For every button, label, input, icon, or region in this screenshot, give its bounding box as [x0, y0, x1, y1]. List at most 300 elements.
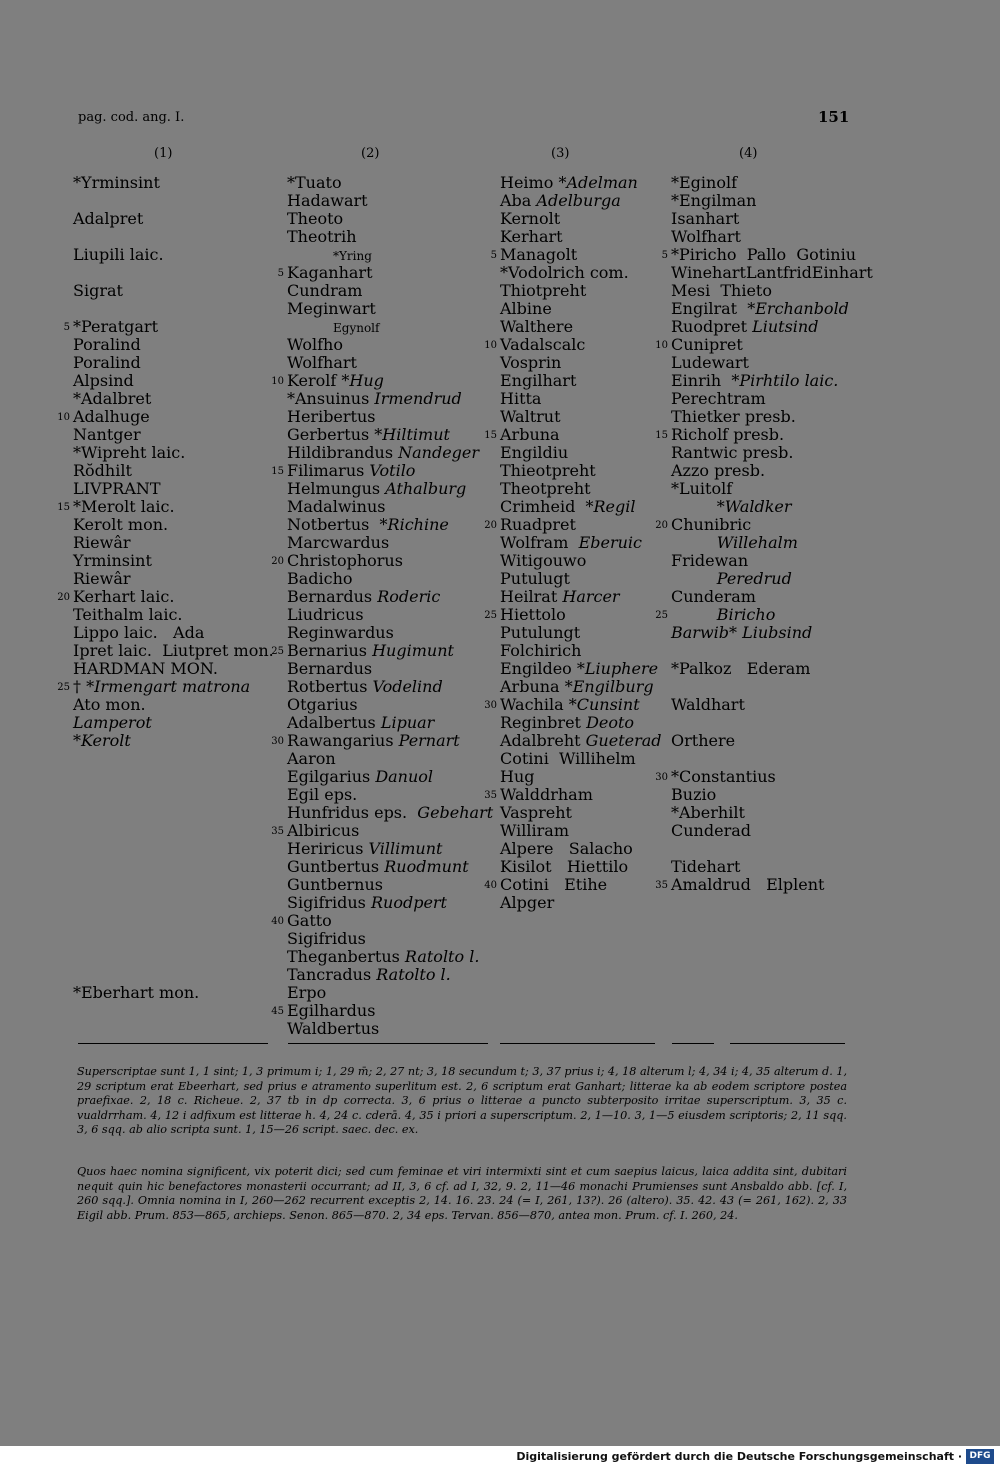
- name-entry: [500, 714, 662, 732]
- name-entry: [277, 263, 493, 282]
- name-entry: [287, 1020, 493, 1038]
- italic-name: Ratolto l.: [404, 947, 480, 966]
- name-text: Folchirich: [500, 641, 582, 660]
- name-text: Kerolf: [287, 371, 342, 390]
- name-entry: [271, 371, 493, 390]
- name-text: Reginwardus: [287, 623, 394, 642]
- name-column-2: [271, 173, 494, 1038]
- line-number: 10: [271, 376, 284, 387]
- name-text: Sigifridus: [287, 929, 366, 948]
- name-entry: [671, 174, 873, 192]
- name-entry: [73, 570, 274, 588]
- dfg-logo: DFG: [966, 1449, 994, 1464]
- name-text: Ruadpret: [500, 515, 576, 534]
- name-text: Putulugt: [500, 569, 570, 588]
- name-entry: [73, 768, 274, 786]
- name-entry: [671, 354, 873, 372]
- name-text: Ipret laic. Liutpret mon.: [73, 641, 274, 660]
- name-text: Adalbertus: [287, 713, 381, 732]
- name-entry: [73, 336, 274, 354]
- name-text: Notbertus: [287, 515, 380, 534]
- name-entry: [287, 570, 493, 588]
- name-entry: [671, 786, 873, 804]
- name-text: Hitta: [500, 389, 542, 408]
- italic-name: *Irmengart matrona: [86, 677, 251, 696]
- italic-name: Willehalm: [716, 533, 798, 552]
- name-entry: [73, 228, 274, 246]
- name-entry: [271, 461, 493, 480]
- name-text: Heriricus: [287, 839, 369, 858]
- name-entry: [287, 426, 493, 444]
- name-entry: [500, 804, 662, 822]
- name-entry: [500, 372, 662, 390]
- name-text: Madalwinus: [287, 497, 386, 516]
- name-entry: [73, 354, 274, 372]
- name-entry: [287, 336, 493, 354]
- name-text: Egil eps.: [287, 785, 358, 804]
- line-number: 20: [484, 520, 497, 531]
- name-text: Alpere Salacho: [500, 839, 633, 858]
- name-text: Sigifridus: [287, 893, 371, 912]
- name-entry: [500, 282, 662, 300]
- line-number: 35: [271, 826, 284, 837]
- name-entry: [671, 534, 873, 552]
- name-entry: [271, 911, 493, 930]
- name-entry: [73, 282, 274, 300]
- name-entry: [73, 480, 274, 498]
- name-entry: [287, 966, 493, 984]
- name-entry: [73, 390, 274, 408]
- name-text: Adalbreht: [500, 731, 586, 750]
- name-entry: [500, 894, 662, 912]
- name-text: †: [73, 677, 87, 696]
- name-entry: [287, 498, 493, 516]
- name-entry: [287, 354, 493, 372]
- name-text: Cundram: [287, 281, 363, 300]
- name-text: Theotpreht: [500, 479, 591, 498]
- name-text: Christophorus: [287, 551, 403, 570]
- name-entry: [73, 732, 274, 750]
- name-text: Kisilot Hiettilo: [500, 857, 629, 876]
- name-text: *Piricho Pallo Gotiniu: [671, 245, 857, 264]
- line-number: 15: [484, 430, 497, 441]
- name-text: Gatto: [287, 911, 332, 930]
- name-entry: [287, 300, 493, 318]
- name-text: Perechtram: [671, 389, 766, 408]
- name-text: Azzo presb.: [671, 461, 766, 480]
- name-text: Einrih: [671, 371, 732, 390]
- name-entry: [73, 750, 274, 768]
- line-number: 5: [63, 322, 70, 333]
- name-entry: [500, 750, 662, 768]
- name-text: Liudricus: [287, 605, 364, 624]
- line-number: 10: [57, 412, 70, 423]
- name-text: Fridewan: [671, 551, 749, 570]
- line-number: 10: [484, 340, 497, 351]
- name-text: Mesi Thieto: [671, 281, 772, 300]
- name-entry: [671, 624, 873, 642]
- name-text: Theganbertus: [287, 947, 405, 966]
- name-entry: [287, 606, 493, 624]
- line-number: 20: [271, 556, 284, 567]
- footnote-rule: [730, 1043, 845, 1044]
- name-entry: [73, 246, 274, 264]
- name-entry: [484, 605, 662, 624]
- italic-name: *Kerolt: [73, 731, 131, 750]
- name-text: Arbuna: [500, 425, 560, 444]
- name-text: Buzio: [671, 785, 717, 804]
- name-column-1: [57, 173, 274, 1002]
- italic-name: *Waldker: [716, 497, 792, 516]
- italic-name: *Hiltimut: [374, 425, 450, 444]
- name-entry: [500, 732, 662, 750]
- name-entry: [500, 660, 662, 678]
- name-entry: [655, 515, 873, 534]
- name-text: Cunderad: [671, 821, 751, 840]
- name-entry: [287, 444, 493, 462]
- name-text: LIVPRANT: [73, 479, 161, 498]
- name-text: Ruodpret: [671, 317, 753, 336]
- name-text: Aba: [500, 191, 537, 210]
- name-text: Otgarius: [287, 695, 358, 714]
- line-number: 25: [271, 646, 284, 657]
- name-entry: [73, 894, 274, 912]
- line-number: 20: [57, 592, 70, 603]
- name-text: Riewâr: [73, 533, 131, 552]
- name-entry: [73, 966, 274, 984]
- line-number: 25: [655, 610, 668, 621]
- name-text: Teithalm laic.: [73, 605, 183, 624]
- name-text: Waltrut: [500, 407, 561, 426]
- name-entry: [655, 875, 873, 894]
- name-entry: [73, 462, 274, 480]
- name-entry: [271, 1001, 493, 1020]
- name-text: Adalpret: [73, 209, 144, 228]
- name-entry: [655, 605, 873, 624]
- name-entry: [671, 732, 873, 750]
- line-number: 5: [277, 268, 284, 279]
- name-text: [671, 569, 717, 588]
- name-entry: [73, 948, 274, 966]
- name-entry: [287, 948, 493, 966]
- name-entry: [287, 840, 493, 858]
- name-text: Albine: [500, 299, 552, 318]
- name-entry: [500, 498, 662, 516]
- name-entry: [500, 228, 662, 246]
- name-text: Helmungus: [287, 479, 386, 498]
- line-number: 5: [661, 250, 668, 261]
- name-entry: [73, 696, 274, 714]
- name-text: Nantger: [73, 425, 141, 444]
- name-text: Engildiu: [500, 443, 569, 462]
- name-text: Alpsind: [73, 371, 134, 390]
- funding-credit: Digitalisierung gefördert durch die Deutsche Forschungsgemeinschaft ·: [516, 1450, 962, 1463]
- name-text: Walddrham: [500, 785, 593, 804]
- name-entry: [73, 192, 274, 210]
- italic-name: Votilo: [369, 461, 416, 480]
- name-entry: [287, 894, 493, 912]
- name-text: Orthere: [671, 731, 736, 750]
- italic-name: Gebehart: [417, 803, 494, 822]
- name-entry: [671, 318, 873, 336]
- name-entry: [661, 245, 873, 264]
- name-entry: [671, 408, 873, 426]
- name-entry: [500, 534, 662, 552]
- name-text: Sigrat: [73, 281, 123, 300]
- name-entry: [484, 425, 662, 444]
- name-entry: [287, 984, 493, 1002]
- italic-name: *Richine: [379, 515, 449, 534]
- italic-name: *Cunsint: [568, 695, 640, 714]
- name-text: Crimheid: [500, 497, 586, 516]
- name-text: Yrminsint: [73, 551, 152, 570]
- name-text: Witigouwo: [500, 551, 587, 570]
- column-number-2: (2): [361, 146, 380, 161]
- running-header: pag. cod. ang. I.: [78, 110, 185, 125]
- name-text: Meginwart: [287, 299, 376, 318]
- name-text: Hadawart: [287, 191, 368, 210]
- line-number: 25: [484, 610, 497, 621]
- footnote-rule: [672, 1043, 714, 1044]
- name-entry: [73, 516, 274, 534]
- name-entry: [287, 678, 493, 696]
- name-entry: [73, 174, 274, 192]
- name-text: Engildeo: [500, 659, 577, 678]
- name-text: Ludewart: [671, 353, 749, 372]
- name-entry: [500, 858, 662, 876]
- name-text: Poralind: [73, 353, 141, 372]
- name-entry: [73, 624, 274, 642]
- name-text: *Vodolrich com.: [500, 263, 629, 282]
- name-entry: [271, 821, 493, 840]
- name-text: *Constantius: [671, 767, 776, 786]
- name-entry: [287, 210, 493, 228]
- name-entry: [73, 300, 274, 318]
- name-entry: [500, 264, 662, 282]
- name-entry: [287, 318, 493, 336]
- name-text: Vosprin: [500, 353, 562, 372]
- name-text: *Yrminsint: [73, 173, 160, 192]
- name-text: Tidehart: [671, 857, 741, 876]
- italic-name: Ruodpert: [370, 893, 447, 912]
- name-entry: [287, 750, 493, 768]
- name-text: Putulungt: [500, 623, 581, 642]
- italic-name: Adelburga: [536, 191, 621, 210]
- name-entry: [500, 354, 662, 372]
- italic-name: *Regil: [585, 497, 636, 516]
- line-number: 25: [57, 682, 70, 693]
- name-entry: [57, 407, 274, 426]
- name-entry: [671, 210, 873, 228]
- name-entry: [671, 228, 873, 246]
- name-entry: [271, 641, 493, 660]
- italic-name: *Engilburg: [564, 677, 654, 696]
- name-entry: [671, 552, 873, 570]
- name-text: *Aberhilt: [671, 803, 745, 822]
- name-text: *Tuato: [287, 173, 342, 192]
- name-entry: [73, 912, 274, 930]
- name-text: [671, 605, 717, 624]
- italic-name: Danuol: [375, 767, 434, 786]
- name-text: Ato mon.: [73, 695, 146, 714]
- name-entry: [287, 408, 493, 426]
- name-text: Bernardus: [287, 659, 373, 678]
- name-text: Rŏdhilt: [73, 461, 132, 480]
- name-text: Albiricus: [287, 821, 360, 840]
- name-text: Thietker presb.: [671, 407, 796, 426]
- italic-name: Barwib* Liubsind: [671, 623, 813, 642]
- name-entry: [287, 714, 493, 732]
- name-entry: [500, 444, 662, 462]
- commentary-notes: Quos haec nomina significent, vix poterit dici; sed cum feminae et viri intermixti sint et cum saepius laicus, laica addita sint, dubitari nequit quin hic benefactores monasterii occurrant; ad II, 3, 6 cf. ad I, 32, 9. 2, 11—46 monachi Prumienses sunt Ansbaldo abb. [cf. I, 260 sqq.]. Omnia nomina in I, 260—262 recurrent exceptis 2, 14. 16. 23. 24 (= I, 261, 13?). 26 (altero). 35. 42. 43 (= 261, 162). 2, 33 Eigil abb. Prum. 853—865, archieps. Senon. 865—870. 2, 34 eps. Tervan. 856—870, antea mon. Prum. cf. I. 260, 24.: [77, 1165, 847, 1222]
- line-number: 40: [271, 916, 284, 927]
- name-text: Hunfridus eps.: [287, 803, 418, 822]
- line-number: 20: [655, 520, 668, 531]
- name-entry: [500, 624, 662, 642]
- name-text: Badicho: [287, 569, 353, 588]
- name-entry: [73, 264, 274, 282]
- name-text: Cotini Willihelm: [500, 749, 636, 768]
- name-entry: [500, 480, 662, 498]
- name-text: Liupili laic.: [73, 245, 164, 264]
- name-text: Wolfhart: [287, 353, 357, 372]
- name-entry: [655, 335, 873, 354]
- italic-name: *Erchanbold: [747, 299, 849, 318]
- name-text: Heimo: [500, 173, 559, 192]
- name-text: Managolt: [500, 245, 578, 264]
- apparatus-notes: Superscriptae sunt 1, 1 sint; 1, 3 primum i; 1, 29 m̄; 2, 27 nt; 3, 18 secundum t; 3, 37 prius i; 4, 18 alterum l; 4, 34 i; 4, 35 alterum d. 1, 29 scriptum erat Ebeerhart, sed prius e atramento superlitum est. 2, 6 scriptum erat Ganhart; litterae ka ab eodem scriptore postea praefixae. 2, 18 c. Richeue. 2, 37 tb in dp correcta. 3, 6 prius o litterae a puncto subterposito irritae superscriptum. 3, 35 c. vualdrrham. 4, 12 i adfixum est litterae h. 4, 24 c. cderā. 4, 35 i priori a superscriptum. 2, 1—10. 3, 1—5 eiusdem scriptoris; 2, 11 sqq. 3, 6 sqq. ab alio scripta sunt. 1, 15—26 script. saec. dec. ex.: [77, 1065, 847, 1137]
- name-text: Vaspreht: [500, 803, 572, 822]
- name-entry: [287, 876, 493, 894]
- name-text: *Adalbret: [73, 389, 152, 408]
- italic-name: Ratolto l.: [376, 965, 451, 984]
- name-text: Wolfhart: [671, 227, 741, 246]
- name-text: Thiotpreht: [500, 281, 587, 300]
- name-entry: [57, 587, 274, 606]
- name-entry: [671, 588, 873, 606]
- name-entry: [500, 174, 662, 192]
- italic-name: Athalburg: [385, 479, 467, 498]
- name-text: Adalhuge: [73, 407, 150, 426]
- name-entry: [500, 462, 662, 480]
- line-number: 15: [655, 430, 668, 441]
- name-entry: [500, 570, 662, 588]
- name-entry: [287, 516, 493, 534]
- italic-name: Gueterad: [585, 731, 662, 750]
- name-entry: [671, 678, 873, 696]
- name-text: *Engilman: [671, 191, 757, 210]
- name-text: Riewâr: [73, 569, 131, 588]
- name-entry: [671, 498, 873, 516]
- name-entry: [287, 768, 493, 786]
- name-entry: [484, 785, 662, 804]
- name-entry: [287, 696, 493, 714]
- name-entry: [73, 930, 274, 948]
- name-entry: [73, 552, 274, 570]
- italic-name: Deoto: [586, 713, 635, 732]
- name-entry: [500, 642, 662, 660]
- name-text: Wolfho: [287, 335, 343, 354]
- name-text: Poralind: [73, 335, 141, 354]
- name-entry: [671, 822, 873, 840]
- name-text: Lippo laic. Ada: [73, 623, 205, 642]
- italic-name: *Pirhtilo laic.: [731, 371, 839, 390]
- name-text: Rantwic presb.: [671, 443, 794, 462]
- name-entry: [671, 372, 873, 390]
- line-number: 40: [484, 880, 497, 891]
- line-number: 15: [271, 466, 284, 477]
- page-number: 151: [818, 108, 850, 126]
- line-number: 15: [57, 502, 70, 513]
- name-entry: [73, 372, 274, 390]
- italic-name: Harcer: [562, 587, 620, 606]
- name-text: Theoto: [287, 209, 344, 228]
- name-text: *Luitolf: [671, 479, 733, 498]
- name-entry: [73, 606, 274, 624]
- name-entry: [671, 696, 873, 714]
- italic-name: *Adelman: [558, 173, 638, 192]
- name-text: Gerbertus: [287, 425, 375, 444]
- name-text: Alpger: [500, 893, 555, 912]
- name-entry: [287, 228, 493, 246]
- name-entry: [57, 497, 274, 516]
- name-entry: [271, 731, 493, 750]
- footnote-rule: [500, 1043, 655, 1044]
- name-entry: [73, 444, 274, 462]
- name-entry: [73, 840, 274, 858]
- italic-name: Ruodmunt: [384, 857, 469, 876]
- line-number: 10: [655, 340, 668, 351]
- name-entry: [73, 786, 274, 804]
- name-entry: [287, 858, 493, 876]
- name-entry: [500, 768, 662, 786]
- name-entry: [671, 300, 873, 318]
- name-entry: [73, 534, 274, 552]
- name-text: Hiettolo: [500, 605, 566, 624]
- name-entry: [671, 390, 873, 408]
- italic-name: Biricho: [716, 605, 776, 624]
- name-text: Tancradus: [287, 965, 377, 984]
- name-entry: [287, 930, 493, 948]
- name-entry: [500, 840, 662, 858]
- name-text: Vadalscalc: [500, 335, 586, 354]
- name-text: Engilhart: [500, 371, 577, 390]
- name-entry: [484, 335, 662, 354]
- name-text: [671, 497, 717, 516]
- italic-name: Roderic: [377, 587, 441, 606]
- name-entry: [500, 192, 662, 210]
- name-text: *Eginolf: [671, 173, 738, 192]
- name-entry: [671, 750, 873, 768]
- name-entry: [671, 282, 873, 300]
- name-text: *Merolt laic.: [73, 497, 175, 516]
- name-entry: [287, 174, 493, 192]
- name-text: Bernarius: [287, 641, 373, 660]
- name-text: Wolfram: [500, 533, 579, 552]
- name-entry: [57, 677, 274, 696]
- line-number: 30: [484, 700, 497, 711]
- name-text: Engilrat: [671, 299, 748, 318]
- name-entry: [287, 282, 493, 300]
- name-column-3: [484, 173, 662, 912]
- name-entry: [671, 480, 873, 498]
- name-text: Marcwardus: [287, 533, 390, 552]
- name-text: Kerhart: [500, 227, 563, 246]
- name-entry: [500, 408, 662, 426]
- name-text: Egilgarius: [287, 767, 376, 786]
- italic-name: Hugimunt: [372, 641, 454, 660]
- name-text: Waldhart: [671, 695, 745, 714]
